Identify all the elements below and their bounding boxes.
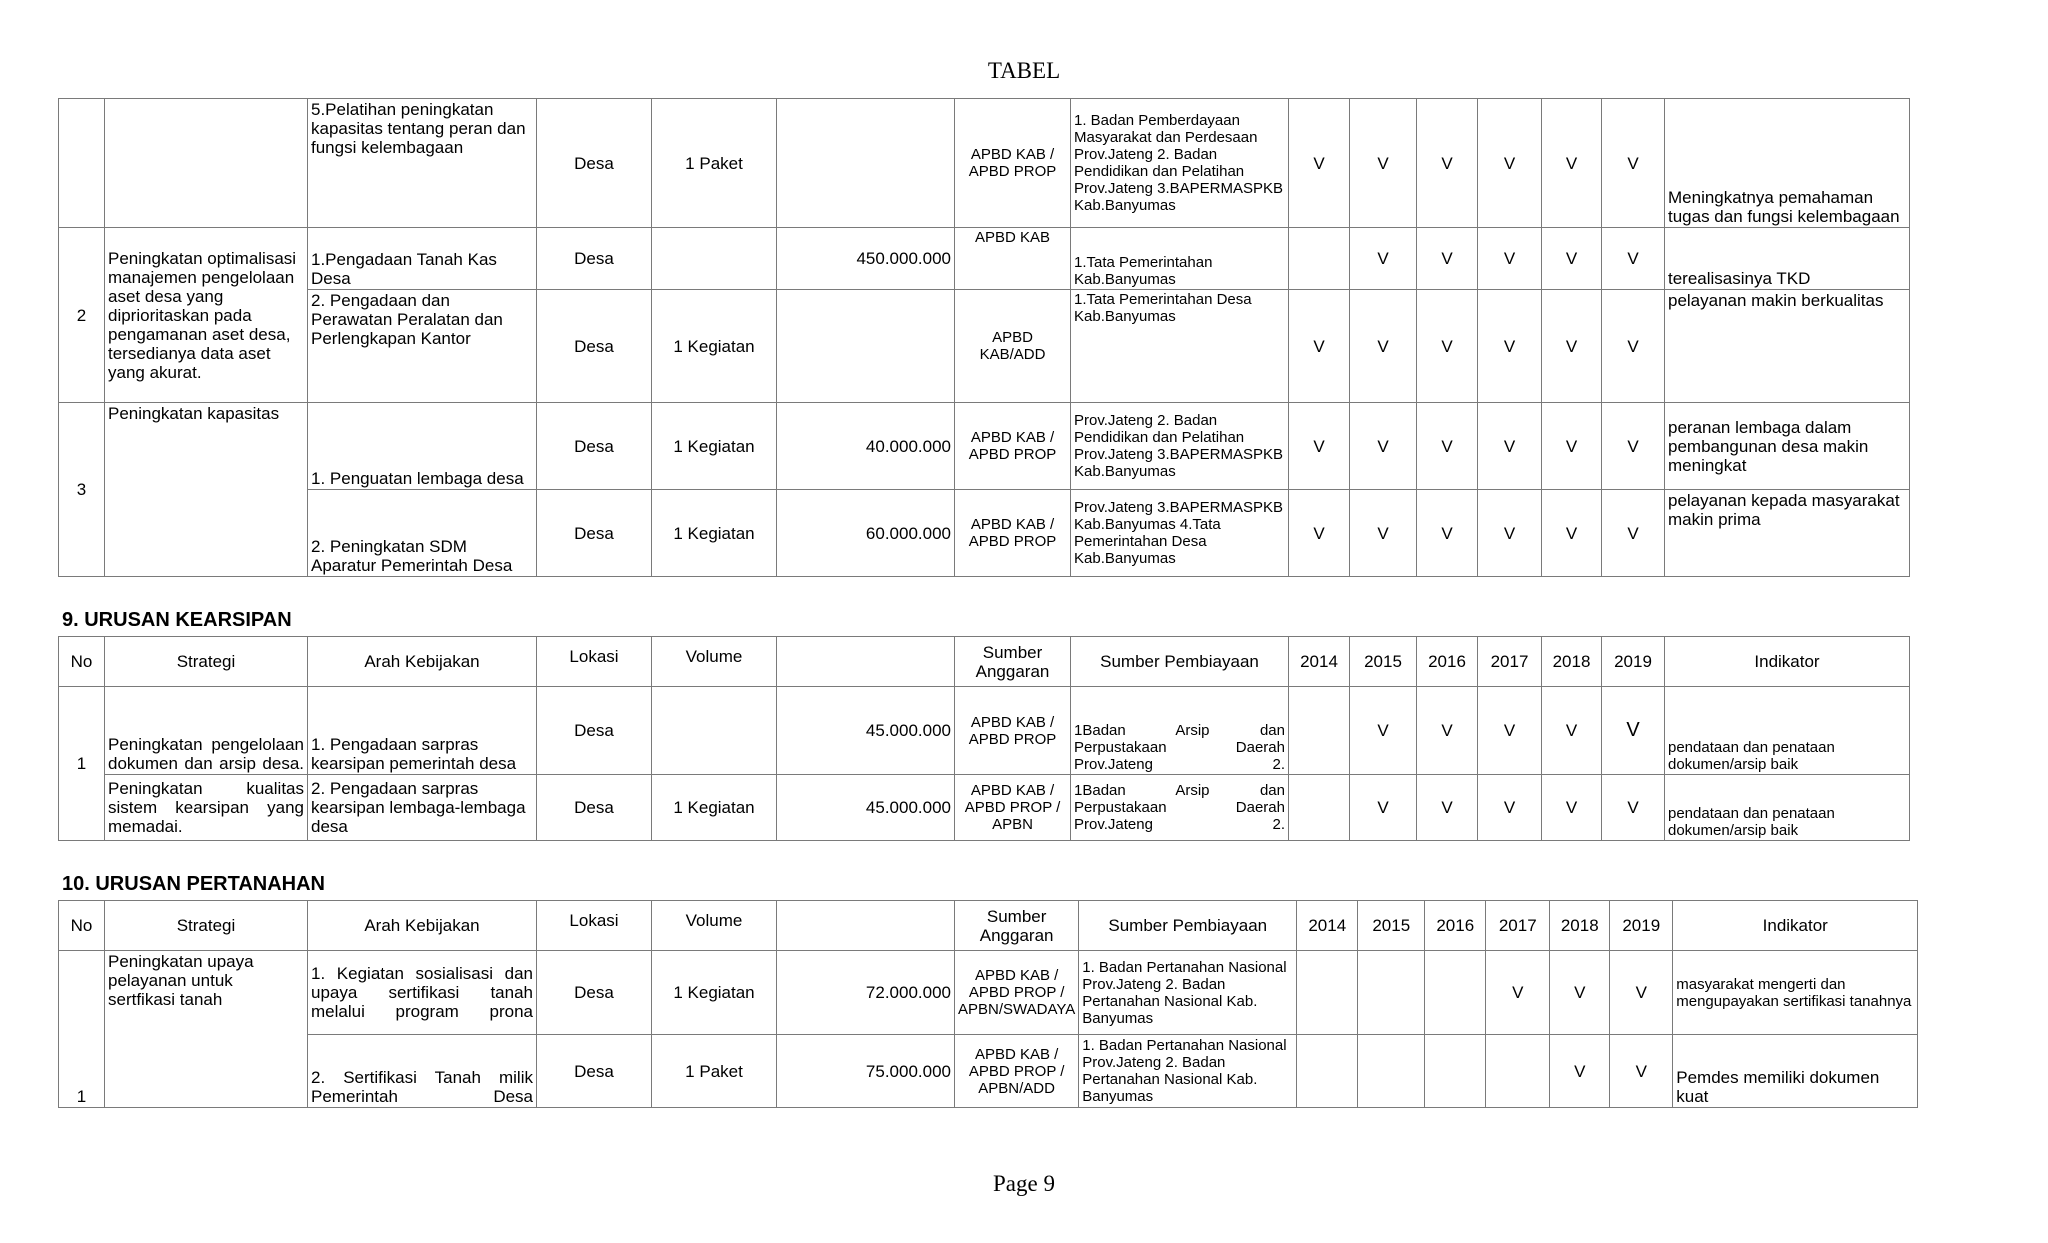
dana-cell: 60.000.000: [777, 490, 955, 577]
mark-2015: V: [1350, 775, 1417, 841]
header-dana: [777, 637, 955, 687]
table-row: [59, 290, 1910, 403]
strategi-cell: Peningkatan kapasitas: [105, 403, 308, 577]
header-2014: 2014: [1297, 901, 1358, 951]
mark-2018: V: [1542, 775, 1602, 841]
header-arah: Arah Kebijakan: [308, 901, 537, 951]
mark-2014: V: [1289, 403, 1350, 490]
lokasi-cell: Desa: [537, 290, 652, 403]
header-lokasi: Lokasi: [537, 901, 652, 951]
pembiayaan-cell: 1Badan Arsip dan Perpustakaan Daerah Prov.Jateng 2.: [1071, 775, 1289, 841]
mark-2017: [1486, 1035, 1550, 1108]
table-row: [59, 99, 1910, 228]
header-2014: 2014: [1289, 637, 1350, 687]
header-strategi: Strategi: [105, 637, 308, 687]
mark-2014: [1289, 775, 1350, 841]
mark-2018: V: [1542, 687, 1602, 775]
header-2018: 2018: [1542, 637, 1602, 687]
pertanahan-table: [58, 900, 1918, 1108]
arah-cell: 1. Pengadaan sarpras kearsipan pemerintah desa: [308, 687, 537, 775]
table-row: [59, 228, 1910, 290]
mark-2015: V: [1350, 687, 1417, 775]
dana-cell: 450.000.000: [777, 228, 955, 290]
header-pembiayaan: Sumber Pembiayaan: [1071, 637, 1289, 687]
lokasi-cell: Desa: [537, 1035, 652, 1108]
mark-2014: [1289, 687, 1350, 775]
continuation-table: [58, 98, 1910, 577]
no-cell: [59, 99, 105, 228]
mark-2019: V: [1602, 290, 1665, 403]
mark-2019: V: [1602, 687, 1665, 775]
sumber-cell: APBD KAB/ADD: [955, 290, 1071, 403]
volume-cell: 1 Kegiatan: [652, 775, 777, 841]
sumber-cell: APBD KAB: [955, 228, 1071, 290]
sumber-cell: APBD KAB / APBD PROP / APBN/ADD: [955, 1035, 1079, 1108]
mark-2015: V: [1350, 290, 1417, 403]
page-title: TABEL: [987, 58, 1061, 83]
pembiayaan-cell: 1.Tata Pemerintahan Kab.Banyumas: [1071, 228, 1289, 290]
mark-2018: V: [1550, 951, 1610, 1035]
header-2015: 2015: [1358, 901, 1425, 951]
indikator-cell: pendataan dan penataan dokumen/arsip baik: [1665, 687, 1910, 775]
table-header-row: [59, 901, 1918, 951]
mark-2015: V: [1350, 490, 1417, 577]
pembiayaan-cell: 1Badan Arsip dan Perpustakaan Daerah Prov.Jateng 2.: [1071, 687, 1289, 775]
indikator-cell: pendataan dan penataan dokumen/arsip baik: [1665, 775, 1910, 841]
mark-2019: V: [1610, 1035, 1673, 1108]
mark-2015: [1358, 1035, 1425, 1108]
mark-2016: V: [1417, 687, 1478, 775]
indikator-cell: Meningkatnya pemahaman tugas dan fungsi kelembagaan: [1665, 99, 1910, 228]
mark-2016: V: [1417, 403, 1478, 490]
dana-cell: 75.000.000: [777, 1035, 955, 1108]
arah-cell: 1.Pengadaan Tanah Kas Desa: [308, 228, 537, 290]
indikator-cell: terealisasinya TKD: [1665, 228, 1910, 290]
indikator-cell: masyarakat mengerti dan mengupayakan sertifikasi tanahnya: [1673, 951, 1918, 1035]
mark-2015: V: [1350, 99, 1417, 228]
mark-2017: V: [1478, 775, 1542, 841]
mark-2017: V: [1478, 290, 1542, 403]
strategi-cell: Peningkatan upaya pelayanan untuk sertfikasi tanah: [105, 951, 308, 1108]
mark-2016: V: [1417, 99, 1478, 228]
mark-2014: [1289, 228, 1350, 290]
table-row: [59, 951, 1918, 1035]
no-cell: 1: [59, 951, 105, 1108]
sumber-cell: APBD KAB / APBD PROP: [955, 403, 1071, 490]
no-cell: 1: [59, 687, 105, 841]
mark-2015: [1358, 951, 1425, 1035]
page-number: Page 9: [993, 1171, 1055, 1196]
lokasi-cell: Desa: [537, 99, 652, 228]
dana-cell: 45.000.000: [777, 775, 955, 841]
mark-2018: V: [1550, 1035, 1610, 1108]
mark-2019: V: [1602, 99, 1665, 228]
section-title-pertanahan: 10. URUSAN PERTANAHAN: [62, 873, 325, 895]
strategi-cell: Peningkatan kualitas sistem kearsipan yang memadai.: [105, 775, 308, 841]
header-2018: 2018: [1550, 901, 1610, 951]
header-indikator: Indikator: [1673, 901, 1918, 951]
pembiayaan-cell: Prov.Jateng 2. Badan Pendidikan dan Pelatihan Prov.Jateng 3.BAPERMASPKB Kab.Banyumas: [1071, 403, 1289, 490]
volume-cell: 1 Paket: [652, 99, 777, 228]
indikator-cell: Pemdes memiliki dokumen kuat: [1673, 1035, 1918, 1108]
pembiayaan-cell: 1. Badan Pertanahan Nasional Prov.Jateng 2. Badan Pertanahan Nasional Kab. Banyumas: [1079, 951, 1297, 1035]
arah-cell: 5.Pelatihan peningkatan kapasitas tentang peran dan fungsi kelembagaan: [308, 99, 537, 228]
volume-cell: [652, 228, 777, 290]
mark-2014: V: [1289, 290, 1350, 403]
mark-2014: V: [1289, 490, 1350, 577]
table-row: [59, 403, 1910, 490]
header-arah: Arah Kebijakan: [308, 637, 537, 687]
volume-cell: 1 Paket: [652, 1035, 777, 1108]
no-cell: 3: [59, 403, 105, 577]
arah-cell: 2. Sertifikasi Tanah milik Pemerintah Desa: [308, 1035, 537, 1108]
mark-2019: V: [1602, 490, 1665, 577]
mark-2014: V: [1289, 99, 1350, 228]
mark-2015: V: [1350, 403, 1417, 490]
arah-cell: 1. Kegiatan sosialisasi dan upaya sertifikasi tanah melalui program prona: [308, 951, 537, 1035]
mark-2017: V: [1478, 687, 1542, 775]
mark-2018: V: [1542, 290, 1602, 403]
pembiayaan-cell: 1.Tata Pemerintahan Desa Kab.Banyumas: [1071, 290, 1289, 403]
lokasi-cell: Desa: [537, 228, 652, 290]
sumber-cell: APBD KAB / APBD PROP: [955, 99, 1071, 228]
header-dana: [777, 901, 955, 951]
header-2019: 2019: [1610, 901, 1673, 951]
mark-2018: V: [1542, 490, 1602, 577]
mark-2015: V: [1350, 228, 1417, 290]
mark-2019: V: [1610, 951, 1673, 1035]
indikator-cell: pelayanan makin berkualitas: [1665, 290, 1910, 403]
pembiayaan-cell: 1. Badan Pertanahan Nasional Prov.Jateng 2. Badan Pertanahan Nasional Kab. Banyumas: [1079, 1035, 1297, 1108]
lokasi-cell: Desa: [537, 687, 652, 775]
header-indikator: Indikator: [1665, 637, 1910, 687]
table-row: [59, 775, 1910, 841]
lokasi-cell: Desa: [537, 490, 652, 577]
sumber-cell: APBD KAB / APBD PROP / APBN: [955, 775, 1071, 841]
mark-2019: V: [1602, 403, 1665, 490]
table-row: [59, 687, 1910, 775]
dana-cell: [777, 290, 955, 403]
mark-2019: V: [1602, 775, 1665, 841]
mark-2016: V: [1417, 490, 1478, 577]
arah-cell: 2. Peningkatan SDM Aparatur Pemerintah Desa: [308, 490, 537, 577]
header-sumber: Sumber Anggaran: [955, 637, 1071, 687]
header-2016: 2016: [1425, 901, 1486, 951]
header-volume: Volume: [652, 637, 777, 687]
header-no: No: [59, 637, 105, 687]
volume-cell: [652, 687, 777, 775]
volume-cell: 1 Kegiatan: [652, 490, 777, 577]
mark-2019: V: [1602, 228, 1665, 290]
dana-cell: [777, 99, 955, 228]
header-2019: 2019: [1602, 637, 1665, 687]
sumber-cell: APBD KAB / APBD PROP: [955, 687, 1071, 775]
header-sumber: Sumber Anggaran: [955, 901, 1079, 951]
header-2015: 2015: [1350, 637, 1417, 687]
header-strategi: Strategi: [105, 901, 308, 951]
indikator-cell: peranan lembaga dalam pembangunan desa makin meningkat: [1665, 403, 1910, 490]
pembiayaan-cell: Prov.Jateng 3.BAPERMASPKB Kab.Banyumas 4.Tata Pemerintahan Desa Kab.Banyumas: [1071, 490, 1289, 577]
header-2017: 2017: [1486, 901, 1550, 951]
dana-cell: 72.000.000: [777, 951, 955, 1035]
mark-2016: V: [1417, 228, 1478, 290]
volume-cell: 1 Kegiatan: [652, 403, 777, 490]
pembiayaan-cell: 1. Badan Pemberdayaan Masyarakat dan Perdesaan Prov.Jateng 2. Badan Pendidikan dan Pelatihan Prov.Jateng 3.BAPERMASPKB Kab.Banyumas: [1071, 99, 1289, 228]
dana-cell: 45.000.000: [777, 687, 955, 775]
header-2017: 2017: [1478, 637, 1542, 687]
mark-2016: [1425, 951, 1486, 1035]
mark-2017: V: [1486, 951, 1550, 1035]
arah-cell: 2. Pengadaan dan Perawatan Peralatan dan Perlengkapan Kantor: [308, 290, 537, 403]
mark-2016: [1425, 1035, 1486, 1108]
lokasi-cell: Desa: [537, 951, 652, 1035]
mark-2017: V: [1478, 228, 1542, 290]
volume-cell: 1 Kegiatan: [652, 951, 777, 1035]
mark-2016: V: [1417, 775, 1478, 841]
strategi-cell: Peningkatan pengelolaan dokumen dan arsip desa.: [105, 687, 308, 775]
mark-2018: V: [1542, 403, 1602, 490]
no-cell: 2: [59, 228, 105, 403]
lokasi-cell: Desa: [537, 403, 652, 490]
mark-2017: V: [1478, 99, 1542, 228]
header-lokasi: Lokasi: [537, 637, 652, 687]
section-title-kearsipan: 9. URUSAN KEARSIPAN: [62, 609, 292, 631]
table-row: [59, 490, 1910, 577]
table-header-row: [59, 637, 1910, 687]
sumber-cell: APBD KAB / APBD PROP: [955, 490, 1071, 577]
mark-2017: V: [1478, 490, 1542, 577]
dana-cell: 40.000.000: [777, 403, 955, 490]
lokasi-cell: Desa: [537, 775, 652, 841]
mark-2014: [1297, 1035, 1358, 1108]
arah-cell: 1. Penguatan lembaga desa: [308, 403, 537, 490]
header-2016: 2016: [1417, 637, 1478, 687]
mark-2018: V: [1542, 99, 1602, 228]
strategi-cell: Peningkatan optimalisasi manajemen pengelolaan aset desa yang diprioritaskan pada pengamanan aset desa, tersedianya data aset yang akurat.: [105, 228, 308, 403]
mark-2014: [1297, 951, 1358, 1035]
volume-cell: 1 Kegiatan: [652, 290, 777, 403]
arah-cell: 2. Pengadaan sarpras kearsipan lembaga-lembaga desa: [308, 775, 537, 841]
mark-2018: V: [1542, 228, 1602, 290]
header-no: No: [59, 901, 105, 951]
strategi-cell: [105, 99, 308, 228]
kearsipan-table: [58, 636, 1910, 841]
header-volume: Volume: [652, 901, 777, 951]
mark-2016: V: [1417, 290, 1478, 403]
sumber-cell: APBD KAB / APBD PROP / APBN/SWADAYA: [955, 951, 1079, 1035]
header-pembiayaan: Sumber Pembiayaan: [1079, 901, 1297, 951]
mark-2017: V: [1478, 403, 1542, 490]
table-row: [59, 1035, 1918, 1108]
indikator-cell: pelayanan kepada masyarakat makin prima: [1665, 490, 1910, 577]
